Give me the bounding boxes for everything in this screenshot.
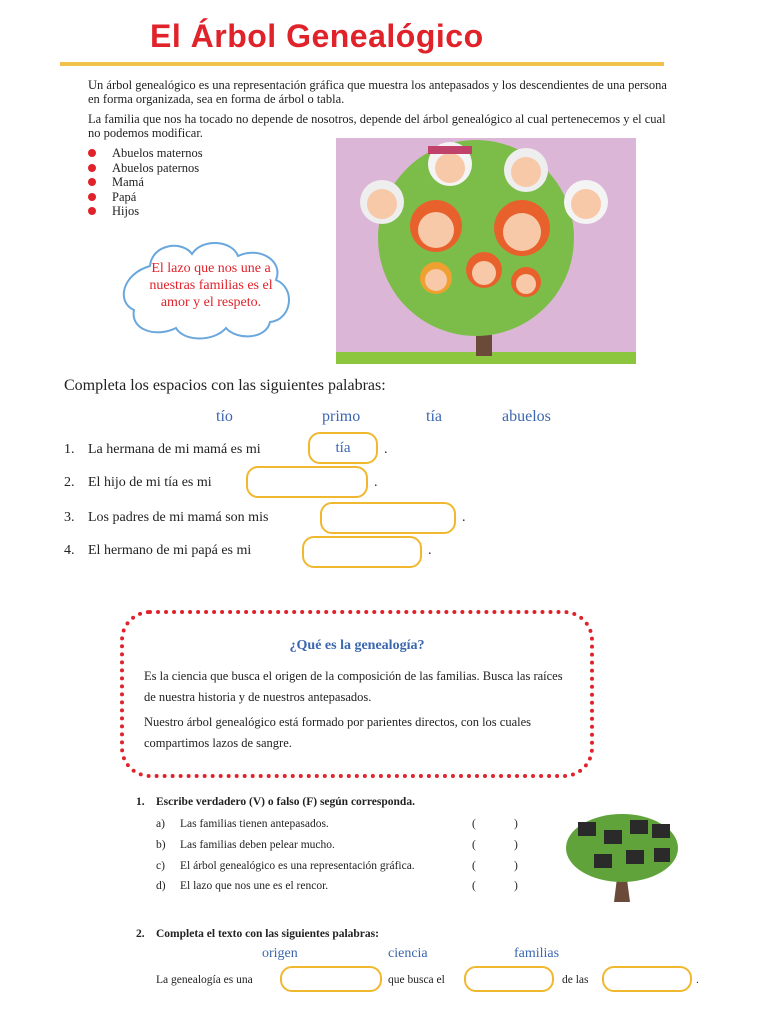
parent-face <box>410 200 462 252</box>
question-number: 2. <box>136 928 145 940</box>
intro-paragraph-1: Un árbol genealógico es una representación gráfica que muestra los antepasados y los descendientes de una persona en forma organizada, sea en forma de árbol o tabla. <box>88 78 667 106</box>
cloud-text: El lazo que nos une a nuestras familias es el amor y el respeto. <box>149 261 273 310</box>
period: . <box>696 974 699 986</box>
exercise-1-instruction: Completa los espacios con las siguientes palabras: <box>64 377 386 394</box>
question-number: 1. <box>64 442 75 457</box>
question-text: La hermana de mi mamá es mi <box>88 442 261 457</box>
item-letter: b) <box>156 839 166 851</box>
answer-field[interactable] <box>320 502 456 534</box>
list-item-label: Abuelos paternos <box>112 160 200 175</box>
word-bank-item: ciencia <box>388 946 428 961</box>
question-number: 1. <box>136 796 145 808</box>
bullet-icon <box>88 178 96 186</box>
list-item-label: Hijos <box>112 204 140 218</box>
answer-paren-close: ) <box>514 839 518 851</box>
list-item-label: Abuelos maternos <box>112 146 203 160</box>
answer-field[interactable]: tía <box>308 432 378 464</box>
answer-field[interactable] <box>302 536 422 568</box>
sentence-part: La genealogía es una <box>156 974 253 986</box>
question-text: Los padres de mi mamá son mis <box>88 510 269 525</box>
answer-paren-open[interactable]: ( <box>472 818 476 830</box>
word-bank-item: abuelos <box>502 408 551 425</box>
statement-text: Las familias tienen antepasados. <box>180 818 329 830</box>
answer-field[interactable] <box>464 966 554 992</box>
statement-text: Las familias deben pelear mucho. <box>180 839 335 851</box>
question-text: El hermano de mi papá es mi <box>88 543 252 558</box>
list-item-label: Mamá <box>112 175 144 189</box>
grandparent-face <box>564 180 608 224</box>
word-bank-item: familias <box>514 946 560 961</box>
child-face <box>511 267 541 297</box>
question-text: El hijo de mi tía es mi <box>88 475 212 490</box>
intro-paragraph-2: La familia que nos ha tocado no depende de nosotros, depende del árbol genealógico al cual pertenecemos y el cual no podemos modificar. <box>88 112 666 140</box>
item-letter: c) <box>156 860 165 872</box>
family-tree-illustration <box>336 138 636 364</box>
period: . <box>374 475 378 490</box>
answer-paren-open[interactable]: ( <box>472 880 476 892</box>
question-number: 3. <box>64 510 75 525</box>
grandparent-face <box>504 148 548 192</box>
word-bank-item: tío <box>216 408 233 425</box>
answer-paren-close: ) <box>514 880 518 892</box>
answer-paren-close: ) <box>514 860 518 872</box>
page-title: El Árbol Genealógico <box>150 18 484 54</box>
list-item <box>88 190 203 205</box>
sentence-part: que busca el <box>388 974 445 986</box>
parent-face <box>494 200 550 256</box>
list-item-label: Papá <box>112 189 137 204</box>
list-item <box>88 161 203 176</box>
item-letter: a) <box>156 818 165 830</box>
answer-paren-open[interactable]: ( <box>472 860 476 872</box>
bullet-icon <box>88 193 96 201</box>
info-paragraph-1: Es la ciencia que busca el origen de la composición de las familias. Busca las raíces de nuestra historia y de nuestros antepasados. <box>144 669 563 704</box>
exercise-2-instruction: Escribe verdadero (V) o falso (F) según corresponda. <box>156 796 415 808</box>
list-item <box>88 204 203 219</box>
list-item <box>88 175 203 190</box>
period: . <box>462 510 466 525</box>
statement-text: El árbol genealógico es una representación gráfica. <box>180 860 415 872</box>
list-item <box>88 146 203 161</box>
grandparent-face <box>360 180 404 224</box>
info-paragraph-2: Nuestro árbol genealógico está formado por parientes directos, con los cuales compartimos lazos de sangre. <box>144 715 532 750</box>
bullet-icon <box>88 149 96 157</box>
child-face <box>466 252 502 288</box>
question-number: 2. <box>64 475 75 490</box>
bullet-icon <box>88 207 96 215</box>
period: . <box>428 543 432 558</box>
word-bank-item: tía <box>426 408 442 425</box>
title-underline <box>60 62 664 66</box>
answer-paren-open[interactable]: ( <box>472 839 476 851</box>
word-bank-item: primo <box>322 408 361 425</box>
bullet-icon <box>88 164 96 172</box>
sentence-part: de las <box>562 974 589 986</box>
period: . <box>384 442 388 457</box>
info-title: ¿Qué es la genealogía? <box>289 638 425 653</box>
family-members-list <box>88 146 203 219</box>
answer-field[interactable] <box>280 966 382 992</box>
item-letter: d) <box>156 880 166 892</box>
word-bank-item: origen <box>262 946 298 961</box>
answer-field[interactable] <box>602 966 692 992</box>
question-number: 4. <box>64 543 75 558</box>
answer-paren-close: ) <box>514 818 518 830</box>
exercise-3-instruction: Completa el texto con las siguientes palabras: <box>156 928 379 940</box>
grandparent-face <box>428 142 472 186</box>
answer-field[interactable] <box>246 466 368 498</box>
child-face <box>420 262 452 294</box>
statement-text: El lazo que nos une es el rencor. <box>180 880 329 892</box>
photo-tree-illustration <box>564 810 680 902</box>
